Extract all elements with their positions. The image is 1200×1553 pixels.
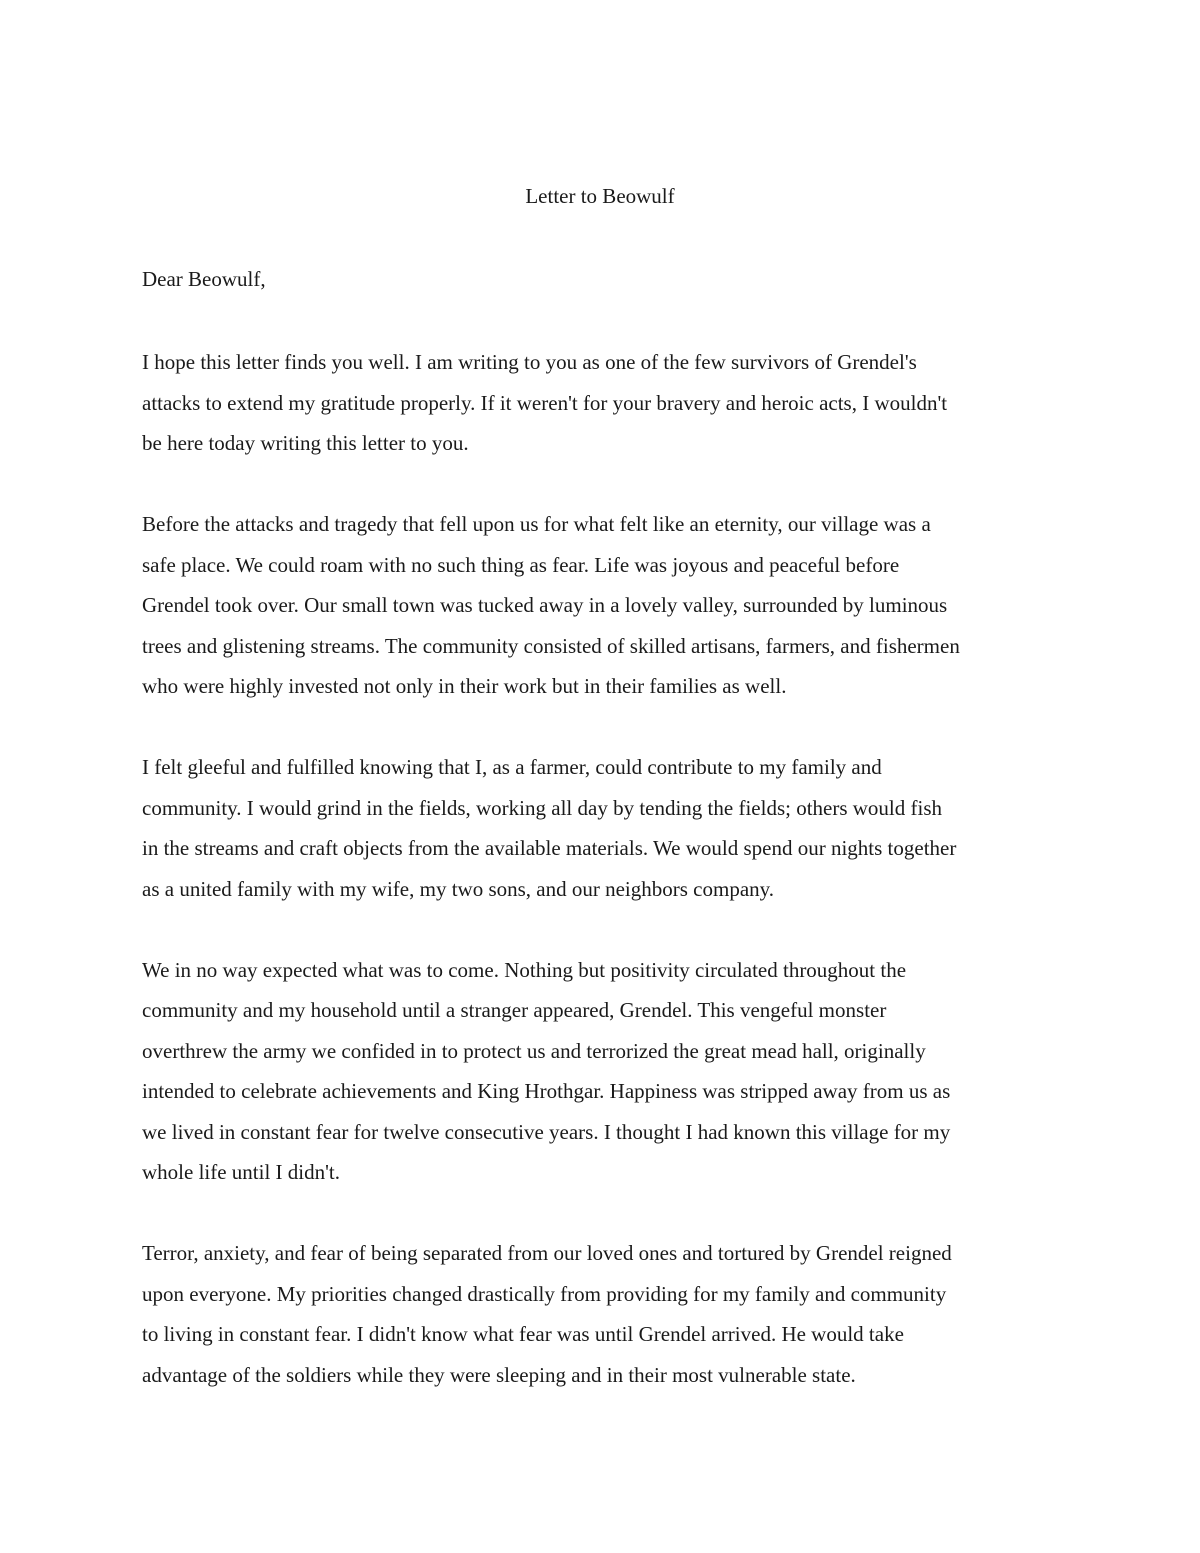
paragraph-line: Grendel took over. Our small town was tucked away in a lovely valley, surrounded by luminous [142,593,948,617]
paragraph-line: as a united family with my wife, my two sons, and our neighbors company. [142,876,775,901]
letter-body [142,342,1072,1436]
paragraph-line: community and my household until a stranger appeared, Grendel. This vengeful monster [142,998,887,1022]
paragraph-line: I hope this letter finds you well. I am writing to you as one of the few survivors of Grendel's [142,350,917,374]
paragraph-line: who were highly invested not only in their work but in their families as well. [142,674,787,698]
salutation: Dear Beowulf, [142,267,266,291]
paragraph-line: to living in constant fear. I didn't know what fear was until Grendel arrived. He would take [142,1322,904,1346]
paragraph [142,342,1072,464]
paragraph-line: upon everyone. My priorities changed drastically from providing for my family and community [142,1281,947,1306]
paragraph-line: safe place. We could roam with no such thing as fear. Life was joyous and peaceful before [142,552,900,577]
paragraph-line: I felt gleeful and fulfilled knowing that I, as a farmer, could contribute to my family and [142,755,882,779]
paragraph-line: overthrew the army we confided in to protect us and terrorized the great mead hall, originally [142,1038,926,1063]
paragraph-line: intended to celebrate achievements and King Hrothgar. Happiness was stripped away from us as [142,1079,951,1103]
paragraph-line: in the streams and craft objects from the available materials. We would spend our nights together [142,836,957,860]
paragraph [142,747,1072,909]
paragraph-line: Terror, anxiety, and fear of being separated from our loved ones and tortured by Grendel reigned [142,1241,952,1265]
paragraph-line: whole life until I didn't. [142,1160,341,1184]
paragraph-line: trees and glistening streams. The community consisted of skilled artisans, farmers, and fishermen [142,633,960,658]
paragraph-line: advantage of the soldiers while they were sleeping and in their most vulnerable state. [142,1362,856,1387]
paragraph-line: community. I would grind in the fields, working all day by tending the fields; others would fish [142,795,943,820]
paragraph-line: Before the attacks and tragedy that fell upon us for what felt like an eternity, our village was a [142,512,931,536]
paragraph-line: attacks to extend my gratitude properly. If it weren't for your bravery and heroic acts, I wouldn't [142,390,948,415]
document-title: Letter to Beowulf [525,184,675,208]
paragraph-line: we lived in constant fear for twelve consecutive years. I thought I had known this village for my [142,1119,951,1144]
paragraph [142,950,1072,1193]
paragraph [142,1233,1072,1395]
paragraph [142,504,1072,707]
paragraph-line: We in no way expected what was to come. Nothing but positivity circulated throughout the [142,957,907,982]
paragraph-line: be here today writing this letter to you. [142,431,469,455]
